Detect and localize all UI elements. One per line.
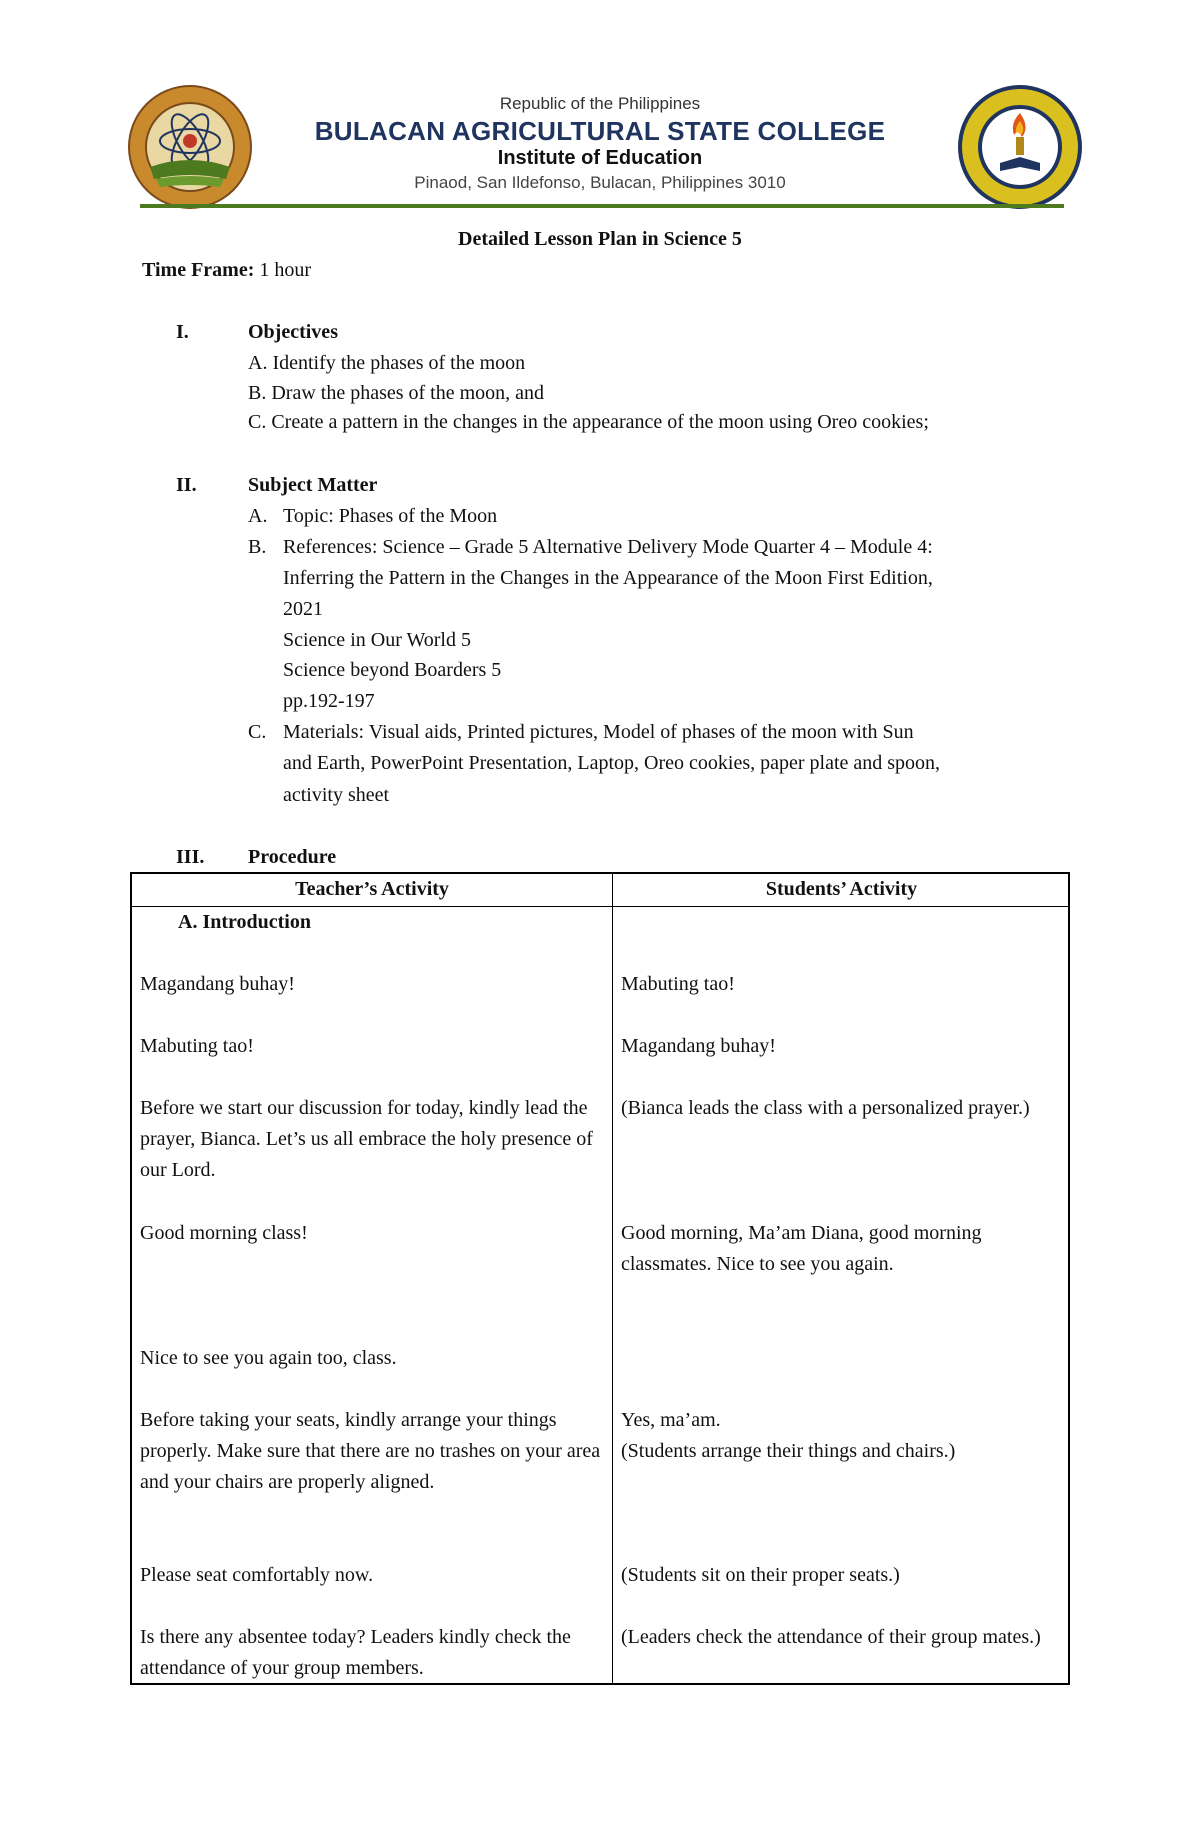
table-subheading: A. Introduction — [178, 911, 311, 933]
institute-seal-logo — [956, 83, 1084, 211]
students-activity-cell: Mabuting tao! — [621, 973, 735, 995]
reference-line: References: Science – Grade 5 Alternative Delivery Mode Quarter 4 – Module 4: — [283, 536, 933, 558]
teacher-activity-cell: Please seat comfortably now. — [140, 1564, 374, 1586]
students-activity-cell: (Bianca leads the class with a personalized prayer.) — [621, 1097, 1030, 1119]
reference-line: Inferring the Pattern in the Changes in the Appearance of the Moon First Edition, — [283, 567, 933, 589]
materials-line: Materials: Visual aids, Printed pictures, Model of phases of the moon with Sun — [283, 721, 914, 743]
teacher-activity-cell: Is there any absentee today? Leaders kindly check the attendance of your group members. — [140, 1626, 571, 1679]
students-activity-cell: Magandang buhay! — [621, 1035, 776, 1057]
document-title: Detailed Lesson Plan in Science 5 — [458, 228, 742, 250]
teacher-activity-cell: Mabuting tao! — [140, 1035, 254, 1057]
letterhead-address: Pinaod, San Ildefonso, Bulacan, Philippines 3010 — [414, 173, 786, 192]
students-activity-cell: Yes, ma’am. (Students arrange their things and chairs.) — [621, 1409, 956, 1462]
subject-item-marker: A. — [248, 505, 268, 527]
teacher-activity-cell: Magandang buhay! — [140, 973, 295, 995]
teacher-activity-cell: Nice to see you again too, class. — [140, 1347, 397, 1369]
reference-line: pp.192-197 — [283, 690, 375, 712]
materials-line: activity sheet — [283, 784, 390, 806]
subject-item-topic: Topic: Phases of the Moon — [283, 505, 498, 527]
objective-item: B. Draw the phases of the moon, and — [248, 382, 545, 404]
letterhead-republic: Republic of the Philippines — [499, 94, 701, 113]
materials-line: and Earth, PowerPoint Presentation, Laptop, Oreo cookies, paper plate and spoon, — [283, 752, 941, 774]
students-activity-cell: (Leaders check the attendance of their group mates.) — [621, 1626, 1041, 1648]
subject-item-marker: B. — [248, 536, 267, 558]
reference-line: 2021 — [283, 598, 323, 620]
teacher-activity-cell: Before we start our discussion for today, kindly lead the prayer, Bianca. Let’s us all embrace the holy presence of our Lord. — [140, 1097, 593, 1181]
section-numeral: III. — [176, 846, 205, 868]
objective-item: A. Identify the phases of the moon — [248, 352, 526, 374]
reference-line: Science beyond Boarders 5 — [283, 659, 502, 681]
time-frame — [142, 258, 311, 282]
time-frame-value: 1 hour — [259, 259, 312, 281]
section-heading-objectives: Objectives — [248, 321, 338, 343]
column-divider — [612, 874, 613, 1683]
subject-item-marker: C. — [248, 721, 267, 743]
column-header-teacher: Teacher’s Activity — [295, 878, 449, 900]
column-header-students: Students’ Activity — [765, 878, 918, 900]
section-heading-procedure: Procedure — [248, 846, 337, 868]
letterhead-institute: Institute of Education — [497, 147, 703, 169]
teacher-activity-cell: Good morning class! — [140, 1222, 308, 1244]
letterhead-college-name: BULACAN AGRICULTURAL STATE COLLEGE — [314, 116, 886, 146]
college-seal-logo — [126, 83, 254, 211]
procedure-table — [130, 872, 1070, 1685]
objective-item: C. Create a pattern in the changes in the appearance of the moon using Oreo cookies; — [248, 411, 929, 433]
section-numeral: II. — [176, 474, 197, 496]
reference-line: Science in Our World 5 — [283, 629, 471, 651]
students-activity-cell: (Students sit on their proper seats.) — [621, 1564, 900, 1586]
section-numeral: I. — [176, 321, 189, 343]
letterhead-divider — [140, 204, 1064, 208]
section-heading-subject-matter: Subject Matter — [248, 474, 378, 496]
time-frame-label: Time Frame: — [142, 259, 255, 281]
teacher-activity-cell: Before taking your seats, kindly arrange your things properly. Make sure that there are no trashes on your area and your chairs are properly aligned. — [140, 1409, 601, 1493]
students-activity-cell: Good morning, Ma’am Diana, good morning classmates. Nice to see you again. — [621, 1222, 982, 1275]
